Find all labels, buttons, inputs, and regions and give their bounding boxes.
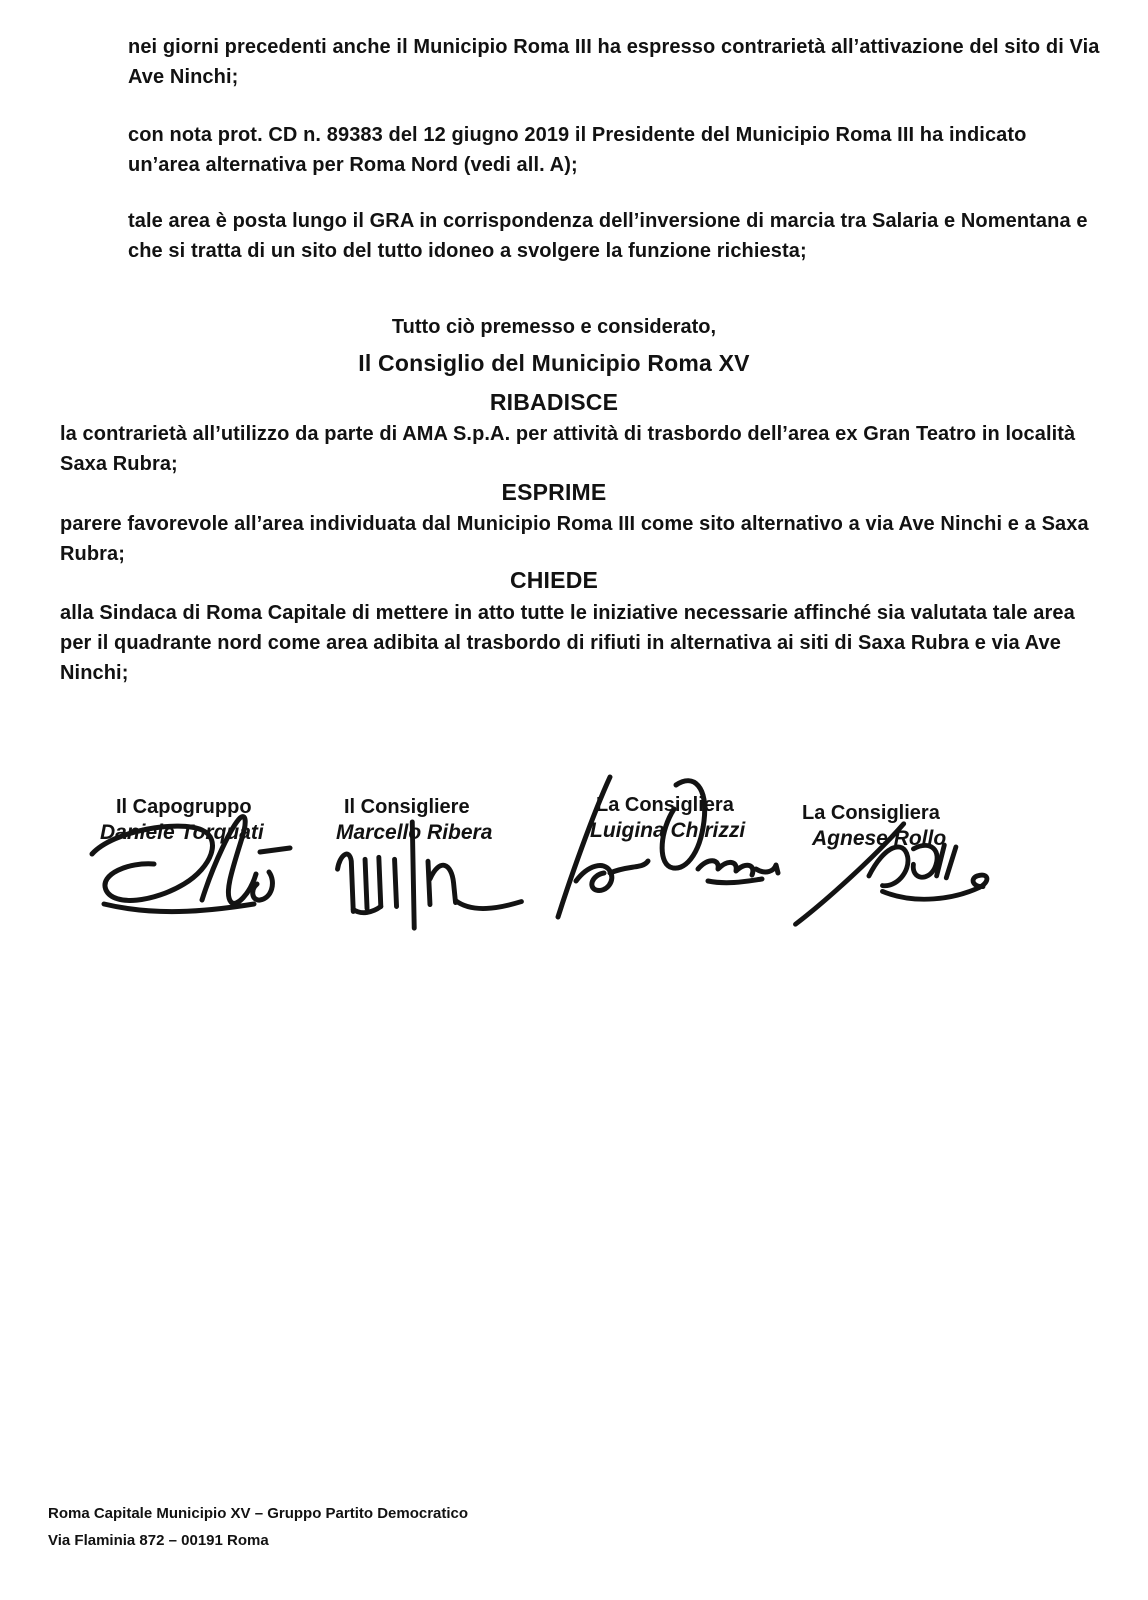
signature-block-consigliere xyxy=(328,796,528,936)
esprime-heading: ESPRIME xyxy=(501,479,607,505)
footer-line-1: Roma Capitale Municipio XV – Gruppo Partito Democratico xyxy=(48,1505,469,1522)
esprime-text: parere favorevole all’area individuata dal Municipio Roma III come sito alternativo a via Ave Ninchi e a Saxa Rubra; xyxy=(60,513,1089,565)
premise-line: Tutto ciò premesso e considerato, xyxy=(391,316,717,338)
signature-name: Agnese Rollo xyxy=(812,827,947,850)
footer-line-2: Via Flaminia 872 – 00191 Roma xyxy=(48,1532,269,1549)
chiede-text: alla Sindaca di Roma Capitale di mettere in atto tutte le iniziative necessarie affinché sia valutata tale area per il quadrante nord come area adibita al trasbordo di rifiuti in alternativa ai siti di Saxa Rubra e via Ave Ninchi; xyxy=(60,602,1075,684)
paragraph-3: tale area è posta lungo il GRA in corrispondenza dell’inversione di marcia tra Salaria e Nomentana e che si tratta di un sito del tutto idoneo a svolgere la funzione richiesta; xyxy=(128,210,1088,262)
ribadisce-heading: RIBADISCE xyxy=(489,389,619,415)
signature-block-consigliera-2 xyxy=(786,802,1006,927)
council-title: Il Consiglio del Municipio Roma XV xyxy=(358,350,750,376)
page-footer xyxy=(48,1500,468,1554)
signature-name: Luigina Chirizzi xyxy=(590,819,746,842)
paragraph-2: con nota prot. CD n. 89383 del 12 giugno 2019 il Presidente del Municipio Roma III ha indicato un’area alternativa per Roma Nord (vedi all. A); xyxy=(128,124,1027,176)
signature-role: Il Consigliere xyxy=(344,796,470,818)
handwritten-signature-icon xyxy=(548,768,788,920)
signature-block-capogruppo xyxy=(88,796,338,926)
signature-block-consigliera-1 xyxy=(548,768,788,923)
signature-role: Il Capogruppo xyxy=(116,796,252,818)
signature-role: La Consigliera xyxy=(802,802,940,824)
signature-name: Daniele Torquati xyxy=(100,821,264,844)
signature-name: Marcello Ribera xyxy=(336,821,493,844)
chiede-heading: CHIEDE xyxy=(509,567,599,593)
signature-role: La Consigliera xyxy=(596,794,734,816)
ribadisce-text: la contrarietà all’utilizzo da parte di AMA S.p.A. per attività di trasbordo dell’area ex Gran Teatro in località Saxa Rubra; xyxy=(60,423,1076,475)
paragraph-1: nei giorni precedenti anche il Municipio Roma III ha espresso contrarietà all’attivazione del sito di Via Ave Ninchi; xyxy=(128,36,1100,88)
